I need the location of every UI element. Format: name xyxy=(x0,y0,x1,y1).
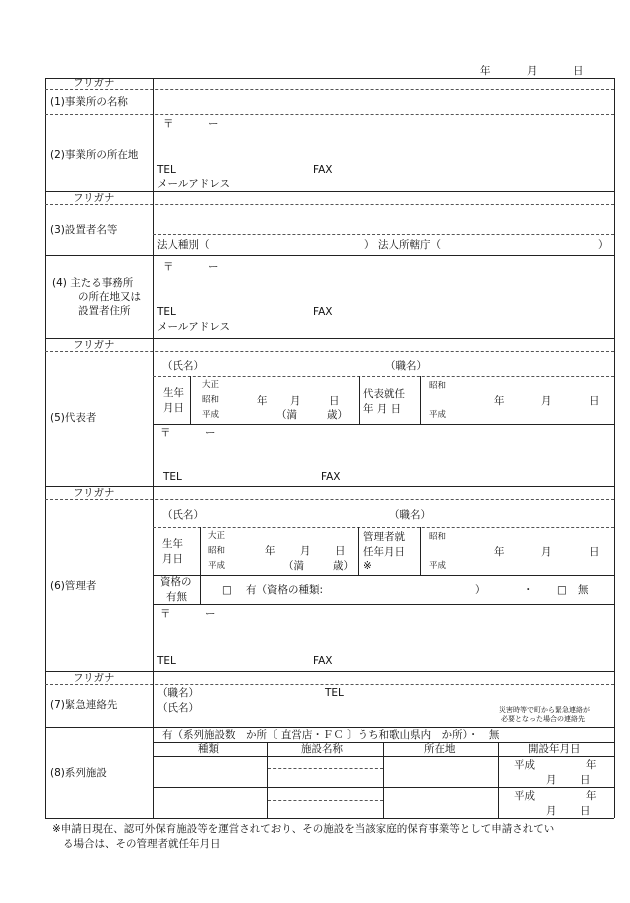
month-label: 月 xyxy=(541,395,552,407)
frame-right xyxy=(614,78,615,818)
col-header-location: 所在地 xyxy=(424,743,456,755)
age-label: 歳） xyxy=(333,560,354,572)
mgr-title-label: （職名） xyxy=(389,509,431,521)
paren: ） xyxy=(364,239,375,251)
divider xyxy=(267,742,268,818)
divider xyxy=(153,376,614,377)
birth-label: 生年 xyxy=(162,538,183,550)
sec2-email: メールアドレス xyxy=(157,178,230,190)
month-label: 月 xyxy=(541,546,552,558)
emergency-title-label: （職名） xyxy=(157,687,199,699)
col-header-open-date: 開設年月日 xyxy=(528,743,581,755)
era-option: 昭和 xyxy=(429,381,447,391)
label-column-divider xyxy=(153,78,154,818)
year-label: 年 xyxy=(265,545,276,557)
age-label: （満 xyxy=(283,560,304,572)
frame-bottom xyxy=(45,818,614,819)
sec7-label: (7)緊急連絡先 xyxy=(50,699,118,711)
appointment-note-mark: ※ xyxy=(363,560,372,572)
month-label: 月 xyxy=(300,545,311,557)
divider xyxy=(45,671,614,672)
emergency-name-label: （氏名） xyxy=(157,702,199,714)
era-option: 平成 xyxy=(514,790,535,802)
date-year: 年 xyxy=(480,65,491,77)
day-label: 日 xyxy=(580,774,591,786)
divider xyxy=(200,527,201,575)
furigana-label: フリガナ xyxy=(73,487,115,499)
divider xyxy=(45,191,614,192)
frame-left xyxy=(45,78,46,818)
rep-fax: FAX xyxy=(321,471,341,483)
divider xyxy=(45,89,614,90)
divider xyxy=(153,575,614,576)
postal-icon: 〒 xyxy=(160,427,171,439)
divider xyxy=(45,727,614,728)
divider xyxy=(268,800,383,801)
month-label: 月 xyxy=(290,395,301,407)
appointment-label: 任年月日 xyxy=(363,546,405,558)
corp-type-label: 法人種別（ xyxy=(157,239,210,251)
era-option: 昭和 xyxy=(208,546,226,556)
divider xyxy=(420,527,421,575)
date-day: 日 xyxy=(573,65,584,77)
age-label: 歳） xyxy=(327,409,348,421)
divider xyxy=(153,234,614,235)
sec6-label: (6)管理者 xyxy=(50,580,97,592)
no-qualification-label: 無 xyxy=(578,584,589,596)
postal-dash: ー xyxy=(205,608,216,620)
day-label: 日 xyxy=(580,805,591,817)
footnote-line1: ※申請日現在、認可外保育施設等を運営されており、その施設を当該家庭的保育事業等として申請されてい xyxy=(52,823,555,835)
postal-icon: 〒 xyxy=(163,261,174,273)
birth-label: 月日 xyxy=(163,402,184,414)
affiliated-summary: 有（系列施設数 か所〔 直営店・ＦＣ 〕うち和歌山県内 か所）・ 無 xyxy=(162,729,500,741)
era-option: 昭和 xyxy=(429,532,447,542)
qualification-label: 有無 xyxy=(166,591,187,603)
year-label: 年 xyxy=(586,759,597,771)
divider xyxy=(153,604,614,605)
era-option: 平成 xyxy=(202,410,220,420)
sec4-label-line1: (4) 主たる事務所 xyxy=(52,277,134,289)
paren: ） xyxy=(475,584,486,596)
postal-dash: ー xyxy=(205,427,216,439)
furigana-label: フリガナ xyxy=(73,192,115,204)
sec4-fax: FAX xyxy=(313,306,333,318)
age-label: （満 xyxy=(276,409,297,421)
divider xyxy=(153,527,614,528)
day-label: 日 xyxy=(589,546,600,558)
emergency-note: 災害時等で町から緊急連絡が xyxy=(499,706,590,714)
divider xyxy=(190,376,191,424)
divider xyxy=(498,742,499,818)
sec4-tel: TEL xyxy=(157,306,176,318)
era-option: 平成 xyxy=(429,561,447,571)
divider xyxy=(45,255,614,256)
day-label: 日 xyxy=(329,395,340,407)
divider xyxy=(383,742,384,818)
era-option: 大正 xyxy=(208,531,226,541)
divider xyxy=(200,575,201,604)
sec2-tel: TEL xyxy=(157,164,176,176)
no-qualification-checkbox[interactable]: □ xyxy=(557,584,567,596)
divider xyxy=(420,376,421,424)
sec8-label: (8)系列施設 xyxy=(50,767,107,779)
qualification-label: 資格の xyxy=(160,576,192,588)
rep-title-label: （職名） xyxy=(385,360,427,372)
day-label: 日 xyxy=(589,395,600,407)
sec1-label: (1)事業所の名称 xyxy=(50,96,128,108)
sec2-label: (2)事業所の所在地 xyxy=(50,149,139,161)
rep-tel: TEL xyxy=(163,471,182,483)
sec2-fax: FAX xyxy=(313,164,333,176)
divider xyxy=(45,204,614,205)
month-label: 月 xyxy=(546,774,557,786)
footnote-line2: る場合は、その管理者就任年月日 xyxy=(63,838,221,850)
era-option: 平成 xyxy=(208,561,226,571)
year-label: 年 xyxy=(494,546,505,558)
era-option: 平成 xyxy=(429,410,447,420)
has-qualification-checkbox[interactable]: □ xyxy=(222,584,232,596)
divider xyxy=(45,338,614,339)
postal-icon: 〒 xyxy=(163,118,174,130)
era-option: 昭和 xyxy=(202,395,220,405)
furigana-label: フリガナ xyxy=(73,77,115,89)
divider xyxy=(359,376,360,424)
birth-label: 生年 xyxy=(163,387,184,399)
postal-icon: 〒 xyxy=(160,608,171,620)
year-label: 年 xyxy=(494,395,505,407)
sec5-label: (5)代表者 xyxy=(50,412,97,424)
year-label: 年 xyxy=(586,790,597,802)
divider xyxy=(358,527,359,575)
date-month: 月 xyxy=(527,65,538,77)
day-label: 日 xyxy=(335,545,346,557)
appointment-label: 管理者就 xyxy=(363,531,405,543)
birth-label: 月日 xyxy=(162,553,183,565)
furigana-label: フリガナ xyxy=(73,672,115,684)
sec4-email: メールアドレス xyxy=(157,321,230,333)
divider xyxy=(153,424,614,425)
divider xyxy=(153,756,614,757)
month-label: 月 xyxy=(546,805,557,817)
postal-dash: ー xyxy=(208,118,219,130)
mgr-fax: FAX xyxy=(313,655,333,667)
appointment-label: 年 月 日 xyxy=(363,403,402,415)
mgr-name-label: （氏名） xyxy=(162,509,204,521)
has-qualification-label: 有（資格の種類: xyxy=(246,584,324,596)
separator: ・ xyxy=(523,584,534,596)
emergency-tel: TEL xyxy=(325,687,344,699)
era-option: 大正 xyxy=(202,380,220,390)
rep-name-label: （氏名） xyxy=(162,360,204,372)
col-header-facility-name: 施設名称 xyxy=(301,743,343,755)
year-label: 年 xyxy=(257,395,268,407)
sec4-label-line2: の所在地又は xyxy=(78,291,141,303)
appointment-label: 代表就任 xyxy=(363,388,405,400)
frame-top xyxy=(45,78,614,79)
divider xyxy=(45,486,614,487)
divider xyxy=(45,684,614,685)
divider xyxy=(45,114,614,115)
era-option: 平成 xyxy=(514,759,535,771)
divider xyxy=(45,351,614,352)
mgr-tel: TEL xyxy=(157,655,176,667)
divider xyxy=(153,787,614,788)
paren: ） xyxy=(598,239,609,251)
corp-office-label: 法人所轄庁（ xyxy=(378,239,441,251)
sec4-label-line3: 設置者住所 xyxy=(78,305,131,317)
furigana-label: フリガナ xyxy=(73,339,115,351)
col-header-type: 種類 xyxy=(198,743,219,755)
divider xyxy=(45,499,614,500)
divider xyxy=(268,768,383,769)
sec3-label: (3)設置者名等 xyxy=(50,224,118,236)
emergency-note: 必要となった場合の連絡先 xyxy=(501,715,585,723)
postal-dash: ー xyxy=(208,261,219,273)
